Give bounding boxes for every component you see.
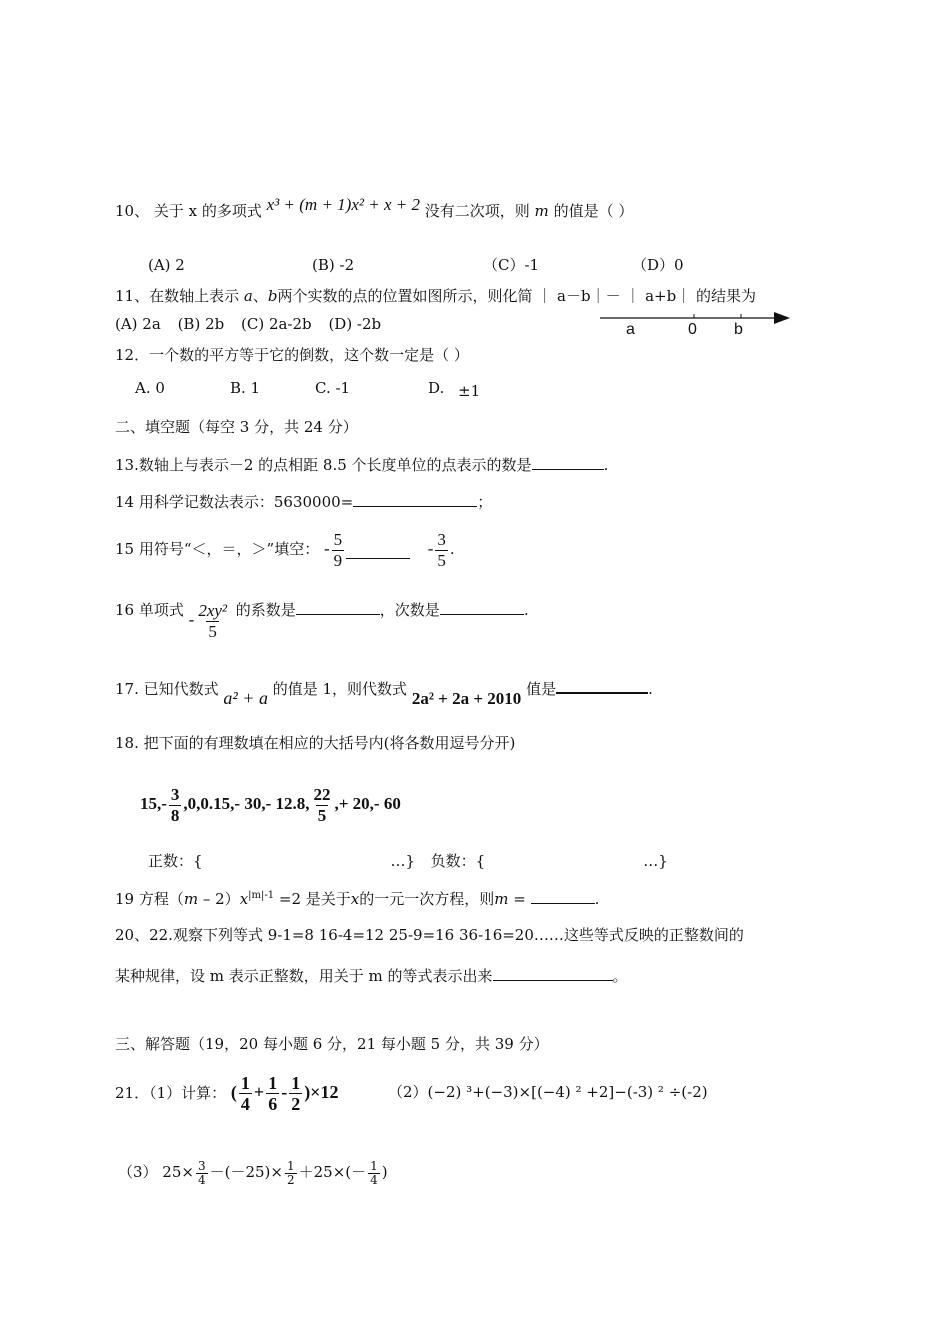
q11-sep: 、 (252, 287, 268, 305)
q21-fraction-2 (266, 1073, 279, 1114)
q21-p3-f2-den: 2 (286, 1172, 295, 1187)
q15-f1-num: 5 (333, 529, 343, 549)
q16-fraction (196, 601, 229, 642)
q11-stem-mid: 两个实数的点的位置如图所示，则化简 (277, 287, 533, 305)
q10-option-b: (B) -2 (312, 256, 355, 274)
q10-prefix: 10、 关于 x 的多项式 (115, 202, 262, 220)
axis-label-a: a (626, 321, 635, 338)
q15-f2-num: 3 (437, 529, 446, 549)
q21-p3-f1-den: 4 (197, 1172, 206, 1187)
question-12: 12．一个数的平方等于它的倒数，这个数一定是（ ） (115, 346, 469, 364)
q14-stem: 14 用科学记数法表示：5630000= (115, 493, 354, 511)
q10-suffix2: 的值是（ ） (553, 202, 634, 220)
question-21-part-3 (118, 1152, 388, 1192)
q18-positive-label: 正数：{ (148, 852, 203, 870)
q21-p3-a: （3） 25× (118, 1163, 194, 1181)
q21-p3-fraction-2 (285, 1160, 297, 1187)
q16-end: . (523, 601, 529, 619)
q21-f2-den: 6 (268, 1094, 278, 1115)
q16-mid: 的系数是 (235, 601, 296, 619)
q19-answer-blank[interactable] (531, 887, 595, 904)
q18-numbers-2: ,0,0.15,- 30,- 12.8, (183, 794, 310, 813)
q21-p3-d: ) (381, 1163, 388, 1181)
q16-rest (236, 601, 529, 619)
q21-p3-f3-den: 4 (370, 1172, 378, 1187)
q18-positive-end: …} (390, 852, 416, 870)
q21-fraction-3 (289, 1073, 302, 1114)
q10-polynomial: x³ + (m + 1)x² + x + 2 (266, 195, 420, 214)
q12-option-c: C. -1 (315, 379, 351, 397)
q21-p1-expression (230, 1073, 339, 1115)
q18-numbers-1: 15,- (140, 794, 167, 813)
q10-option-d: （D）0 (632, 256, 684, 274)
q18-negative-end: …} (643, 852, 668, 870)
q15-minus-2: - (427, 539, 434, 558)
q12-option-d-value: ±1 (458, 382, 481, 400)
q15-answer-blank[interactable] (346, 542, 410, 559)
question-17 (115, 676, 653, 708)
q17-end: 值是 (526, 680, 557, 698)
q19-var-m2: m (494, 890, 509, 908)
q11-expression: ｜ a－b｜－ ｜ a+b｜ (537, 287, 692, 305)
q16-stem: 16 单项式 (115, 601, 184, 619)
question-10 (115, 195, 634, 221)
q17-answer-blank[interactable] (556, 676, 648, 694)
q20-line2-text: 某种规律，设 m 表示正整数，用关于 m 的等式表示出来 (115, 967, 493, 985)
question-15 (115, 528, 455, 571)
q10-var: m (534, 202, 549, 220)
q17-stem: 17. 已知代数式 (115, 680, 219, 698)
q15-stem: 15 用符号“＜，＝，＞”填空： (115, 540, 320, 558)
q21-p3-fraction-1 (196, 1160, 208, 1187)
q12-option-a: A. 0 (135, 379, 165, 397)
section-2-heading: 二、填空题（每空 3 分，共 24 分） (115, 418, 358, 436)
q17-mid: 的值是 1，则代数式 (272, 680, 408, 698)
q18-fraction-2 (312, 785, 333, 826)
q21-open-paren: ( (230, 1082, 237, 1102)
question-16 (115, 598, 529, 642)
q17-end2: . (648, 680, 653, 698)
q18-f2-num: 22 (313, 784, 331, 804)
section-3-heading: 三、解答题（19，20 每小题 6 分，21 每小题 5 分，共 39 分） (115, 1035, 549, 1053)
q16-degree-blank[interactable] (440, 598, 524, 615)
q14-answer-blank[interactable] (353, 490, 477, 507)
q19-var-m: m (183, 890, 199, 908)
q15-fraction-2 (435, 530, 448, 571)
q21-p3-f2-num: 1 (286, 1158, 295, 1173)
q15-minus-1: - (323, 539, 330, 558)
question-11 (115, 286, 756, 306)
number-line-arrow (774, 312, 790, 324)
q19-exponent: |m|-1 (248, 890, 275, 901)
q19-stem: 19 方程（ (115, 890, 184, 908)
q21-plus: + (253, 1082, 265, 1102)
question-20-line-2 (115, 964, 628, 986)
q19-mid3: 的一元一次方程，则 (359, 890, 495, 908)
q21-fraction-1 (239, 1073, 252, 1114)
question-13 (115, 453, 608, 475)
q16-coefficient-blank[interactable] (296, 598, 380, 615)
q11-option-d: (D) -2b (328, 315, 382, 333)
q18-positive-set (148, 851, 668, 871)
q16-mid2: ，次数是 (379, 601, 440, 619)
question-21-part-1 (115, 1070, 338, 1115)
q15-f1-den: 9 (333, 550, 343, 570)
q10-option-c: （C）-1 (483, 256, 540, 274)
q15-f2-den: 5 (437, 550, 446, 570)
q21-p3-c: ＋25×(－ (298, 1163, 367, 1181)
q15-end: . (449, 540, 455, 558)
q17-expression-1: a² + a (223, 688, 268, 708)
q20-end: 。 (612, 967, 628, 985)
q10-suffix: 没有二次项，则 (424, 202, 530, 220)
q18-f1-den: 8 (170, 805, 180, 825)
q21-f1-num: 1 (240, 1073, 250, 1094)
q16-minus: - (188, 610, 195, 629)
q18-f2-den: 5 (317, 805, 327, 825)
q11-option-b: (B) 2b (177, 315, 225, 333)
q13-answer-blank[interactable] (532, 453, 604, 470)
q16-numerator: 2xy² (198, 600, 227, 620)
q10-option-a: (A) 2 (148, 256, 185, 274)
q19-equals: = (508, 890, 531, 908)
q18-fraction-1 (169, 785, 182, 826)
q21-p3-b: －(－25)× (209, 1163, 283, 1181)
q19-var-x2: x (350, 890, 360, 908)
q11-var-b: b (267, 287, 278, 305)
q18-numbers-3: ,+ 20,- 60 (334, 794, 401, 813)
question-14 (115, 490, 492, 512)
q11-stem-pre: 11、在数轴上表示 (115, 287, 240, 305)
q14-end: ； (477, 493, 493, 511)
q17-expression-2: 2a² + 2a + 2010 (411, 689, 522, 708)
question-20-line-1: 20、22.观察下列等式 9-1=8 16-4=12 25-9=16 36-16=20……这些等式反映的正整数间的 (115, 926, 744, 944)
q18-negative-label: 负数：{ (430, 852, 486, 870)
q19-end: . (594, 890, 600, 908)
q13-end: . (603, 456, 609, 474)
q21-p3-f3-num: 1 (370, 1158, 378, 1173)
q16-denominator: 5 (208, 621, 217, 641)
q21-f2-num: 1 (268, 1073, 278, 1094)
q11-stem-end: 的结果为 (696, 287, 757, 305)
q21-f3-num: 1 (291, 1073, 301, 1094)
axis-label-zero: 0 (688, 321, 697, 338)
axis-label-b: b (734, 321, 743, 338)
q21-label: 21．（1）计算： (115, 1084, 227, 1102)
question-19 (115, 886, 599, 909)
question-18: 18. 把下面的有理数填在相应的大括号内(将各数用逗号分开) (115, 734, 516, 752)
q21-close: )×12 (304, 1082, 339, 1102)
q11-var-a: a (243, 287, 253, 305)
q12-option-d: D. (428, 379, 445, 397)
q19-var-x: x (239, 890, 249, 908)
q12-option-b: B. 1 (230, 379, 261, 397)
q21-minus: - (281, 1082, 288, 1102)
q21-f3-den: 2 (291, 1094, 301, 1115)
q11-option-c: (C) 2a-2b (241, 315, 312, 333)
q18-number-list (140, 780, 401, 828)
q11-options (115, 314, 381, 334)
q11-option-a: (A) 2a (115, 315, 161, 333)
q18-f1-num: 3 (170, 784, 180, 804)
q21-p3-fraction-3 (368, 1160, 380, 1187)
question-21-part-2: （2）(−2) ³+(−3)×[(−4) ² +2]−(-3) ² ÷(-2) (388, 1083, 708, 1101)
q20-answer-blank[interactable] (493, 964, 613, 981)
q13-stem: 13.数轴上与表示－2 的点相距 8.5 个长度单位的点表示的数是 (115, 456, 532, 474)
q21-f1-den: 4 (240, 1094, 250, 1115)
q21-p3-f1-num: 3 (197, 1158, 206, 1173)
q19-mid2: =2 是关于 (274, 890, 351, 908)
q19-mid: – 2） (198, 890, 240, 908)
q15-fraction-1 (332, 530, 345, 571)
